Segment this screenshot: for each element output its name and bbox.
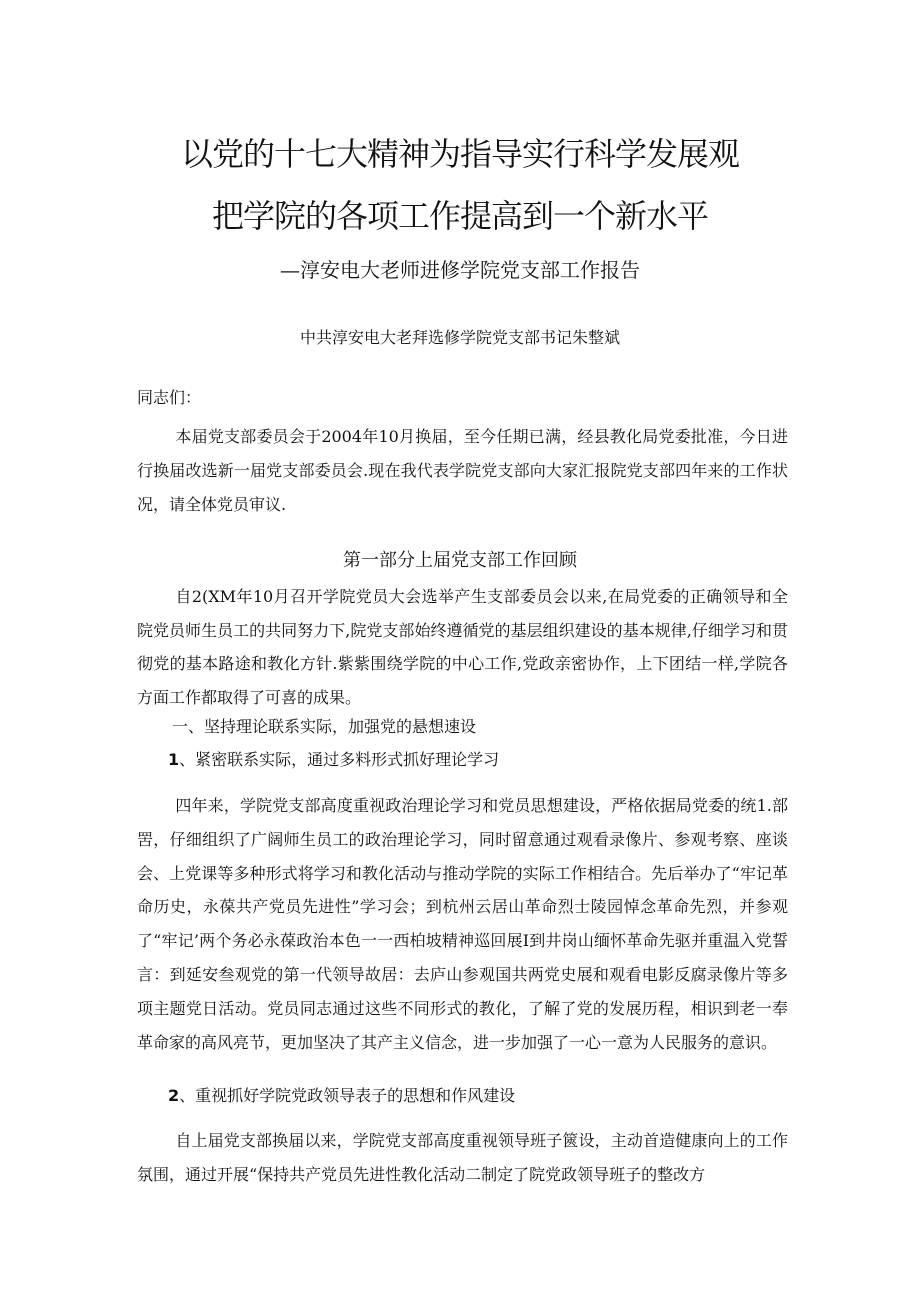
- item1-heading-text: 、紧密联系实际，通过多料形式抓好理论学习: [179, 750, 500, 769]
- salutation: 同志们：: [137, 388, 202, 407]
- item2-heading-text: 、重视抓好学院党政领导表子的思想和作风建设: [179, 1086, 516, 1105]
- author-line: 中共淳安电大老拜选修学院党支部书记朱整斌: [299, 328, 620, 347]
- section1-heading: 一、坚持理论联系实际，加强党的悬想速设: [172, 717, 477, 736]
- part1-paragraph: 自2(XM年10月召开学院党员大会选举产生支部委员会以来,在局党委的正确领导和全院党员师生员工的共同努力下,院党支部始终遵循党的基层组织建设的基本规律,仔细学习和贯彻党的基本路途和教化方针.紫紫围绕学院的中心工作,党政亲密协作，上下团结一样,学院各方面工作都取得了可喜的成果。: [137, 587, 788, 707]
- document-title-line-1: 以党的十七大精神为指导实行科学发展观: [180, 135, 739, 173]
- document-title-line-2: 把学院的各项工作提高到一个新水平: [211, 197, 708, 235]
- item1-number: 1: [168, 750, 180, 769]
- intro-paragraph: 本届党支部委员会于2004年10月换届，至今任期已满，经县教化局党委批准，今日进行换届改选新一届党支部委员会.现在我代表学院党支部向大家汇报院党支部四年来的工作状况，请全体党员审议.: [137, 427, 788, 514]
- item2-paragraph: 自上届党支部换届以来，学院党支部高度重视领导班子篋设，主动首造健康向上的工作氛围，通过开展“保持共产党员先进性教化活动二制定了院党政领导班子的整改方: [137, 1131, 788, 1184]
- item2-heading: [168, 1083, 515, 1109]
- item1-paragraph: 四年来，学院党支部高度重视政治理论学习和党员思想建设，严格依据局党委的统1.部罟，仔细组织了广阔师生员工的政治理论学习，同时留意通过观看录像片、参观考察、座谈会、上党课等多种形式将学习和教化活动与推动学院的实际工作相结合。先后举办了“牢记革命历史，永葆共产党员先进性”学习会；到杭州云居山革命烈士陵园悼念革命先烈，并参观了“牢记’两个务必永葆政治本色一一西柏坡精神巡回展I到井岗山缅怀革命先驱并重温入党誓言：到延安叁观党的第一代领导故居：去庐山参观国共两党史展和观看电影反腐录像片等多项主题党日活动。党员同志通过这些不同形式的教化，了解了党的发展历程，相识到老一奉革命家的高风亮节，更加坚决了其产主义信念，进一步加强了一心一意为人民服务的意识。: [137, 796, 788, 1052]
- part1-heading: 第一部分上届党支部工作回顾: [343, 550, 577, 571]
- document-subtitle: —淳安电大老师进修学院党支部工作报告: [280, 258, 640, 282]
- item1-heading: [168, 747, 499, 773]
- item2-number: 2: [168, 1086, 180, 1105]
